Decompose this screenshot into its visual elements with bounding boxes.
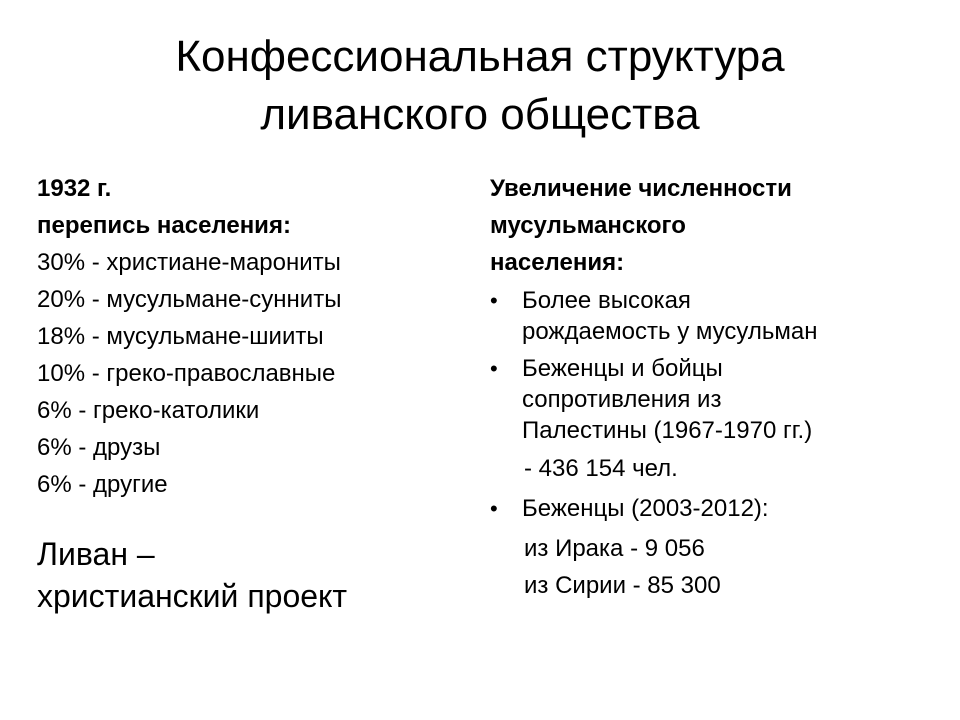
refugees-from-iraq: из Ирака - 9 056 <box>524 535 705 562</box>
census-column <box>37 170 467 617</box>
growth-heading-line-1: Увеличение численности <box>490 175 792 202</box>
bullet-birthrate <box>490 285 950 347</box>
census-item-greek-catholic: 6% - греко-католики <box>37 397 260 424</box>
bullet-dot-icon: • <box>490 288 498 313</box>
palestine-refugee-count: - 436 154 чел. <box>524 455 678 482</box>
bullet-recent-refugees-line: Беженцы (2003-2012): <box>522 495 769 522</box>
bullet-palestine-line-1: Беженцы и бойцы <box>522 355 723 382</box>
growth-heading-line-3: населения: <box>490 249 625 276</box>
refugees-from-syria: из Сирии - 85 300 <box>524 572 721 599</box>
bullet-palestine-refugees <box>490 353 950 446</box>
growth-reasons-list <box>490 285 950 446</box>
growth-heading-line-2: мусульманского <box>490 212 686 239</box>
census-item-greek-orthodox: 10% - греко-православные <box>37 360 336 387</box>
bullet-dot-icon: • <box>490 496 498 521</box>
conclusion-line-2: христианский проект <box>37 578 348 614</box>
bullet-birthrate-line-2: рождаемость у мусульман <box>522 318 818 345</box>
census-item-sunni: 20% - мусульмане-сунниты <box>37 286 342 313</box>
bullet-palestine-line-2: сопротивления из <box>522 386 722 413</box>
census-item-druze: 6% - друзы <box>37 434 161 461</box>
bullet-palestine-line-3: Палестины (1967-1970 гг.) <box>522 417 813 444</box>
conclusion-line-1: Ливан – <box>37 536 155 572</box>
slide-title-line-1: Конфессиональная структура <box>175 32 785 81</box>
census-list <box>37 244 467 503</box>
census-item-shia: 18% - мусульмане-шииты <box>37 323 324 350</box>
census-item-maronites: 30% - христиане-марониты <box>37 249 341 276</box>
bullet-recent-refugees <box>490 493 950 524</box>
bullet-birthrate-line-1: Более высокая <box>522 287 691 314</box>
recent-refugees-list <box>490 493 950 524</box>
slide-title <box>60 28 900 144</box>
census-label: перепись населения: <box>37 212 291 239</box>
slide-title-line-2: ливанского общества <box>260 90 700 139</box>
census-item-other: 6% - другие <box>37 471 168 498</box>
census-year: 1932 г. <box>37 175 112 202</box>
bullet-dot-icon: • <box>490 356 498 381</box>
muslim-growth-column <box>490 170 950 604</box>
conclusion-text <box>37 533 467 617</box>
